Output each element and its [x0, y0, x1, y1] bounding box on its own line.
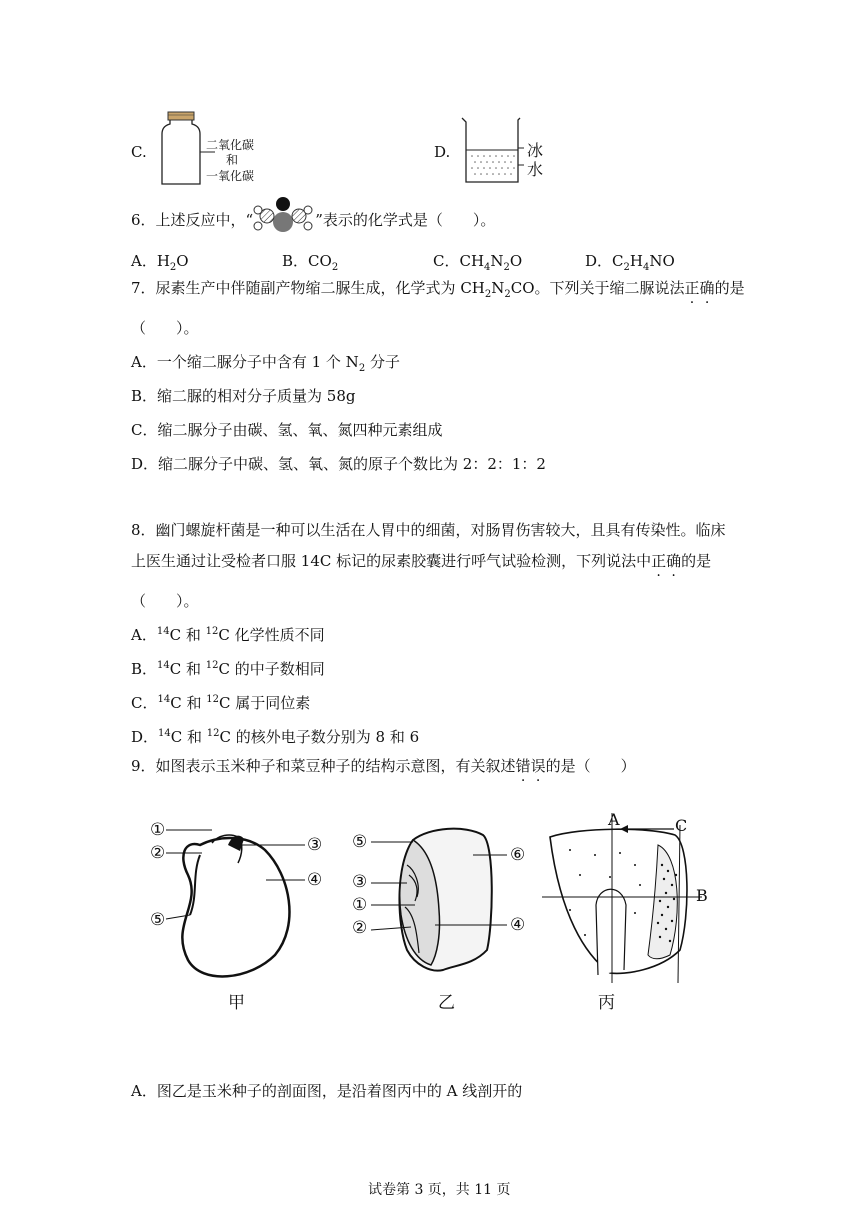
q7-option-c: C．缩二脲分子由碳、氢、氧、氮四种元素组成: [131, 421, 443, 439]
yi-label-6: ⑥: [510, 845, 526, 865]
q8-stem-line2: 上医生通过让受检者口服 14C 标记的尿素胶囊进行呼气试验检测，下列说法中正确的是: [131, 552, 712, 570]
q8-option-d: D．$^{14}$C 和 $^{12}$C 的核外电子数分别为 8 和 6: [131, 728, 420, 746]
beaker-label-water: 水: [527, 160, 544, 179]
q7-option-d: D．缩二脲分子中碳、氢、氧、氮的原子个数比为 2：2：1：2: [131, 455, 546, 473]
q6-option-b: B．$CO_2$: [282, 252, 339, 273]
bing-caption: 丙: [598, 993, 615, 1013]
yi-label-1: ①: [352, 895, 368, 915]
molecule-model-icon: [250, 196, 316, 240]
bing-label-a: A: [608, 810, 620, 829]
beaker-label-ice: 冰: [527, 141, 544, 160]
bing-label-c: C: [675, 816, 688, 835]
jia-label-1: ①: [150, 820, 166, 840]
yi-label-5: ⑤: [352, 832, 368, 852]
bottle-label-co2: 二氧化碳: [206, 138, 255, 152]
option-d-letter: D.: [434, 143, 451, 161]
jia-label-4: ④: [307, 870, 323, 890]
q8-option-a: A．$^{14}$C 和 $^{12}$C 化学性质不同: [131, 626, 325, 644]
q7-option-b: B．缩二脲的相对分子质量为 58g: [131, 387, 356, 405]
yi-caption: 乙: [438, 993, 455, 1013]
bing-label-b: B: [696, 886, 708, 905]
q6-option-a: A．$H_2O$: [131, 252, 189, 273]
q8-option-c: C．$^{14}$C 和 $^{12}$C 属于同位素: [131, 694, 311, 712]
q8-option-b: B．$^{14}$C 和 $^{12}$C 的中子数相同: [131, 660, 325, 678]
jia-label-3: ③: [307, 835, 323, 855]
q7-paren: （ ）。: [131, 319, 199, 337]
q9-stem: 9．如图表示玉米种子和菜豆种子的结构示意图，有关叙述错误的是（ ）: [131, 757, 636, 775]
yi-label-3: ③: [352, 872, 368, 892]
jia-caption: 甲: [228, 993, 245, 1013]
option-c-letter: C.: [131, 143, 147, 161]
q9-option-a: A．图乙是玉米种子的剖面图，是沿着图丙中的 A 线剖开的: [131, 1082, 523, 1100]
q6-option-d: D．$C_2H_4NO$: [585, 252, 675, 273]
q8-paren: （ ）。: [131, 592, 199, 610]
page-footer: 试卷第 3 页，共 11 页: [368, 1182, 511, 1198]
jia-label-5: ⑤: [150, 910, 166, 930]
q7-option-a: A．一个缩二脲分子中含有 1 个 $N_2$ 分子: [131, 353, 400, 374]
q7-stem: 7．尿素生产中伴随副产物缩二脲生成，化学式为 $CH_2N_2CO$。下列关于缩二脲说法正确的是: [131, 279, 745, 300]
bottle-label-co: 一氧化碳: [206, 169, 255, 183]
yi-label-4: ④: [510, 915, 526, 935]
yi-label-2: ②: [352, 918, 368, 938]
corn-seed-figure-bing: [540, 805, 720, 985]
jia-label-2: ②: [150, 843, 166, 863]
q6-stem: 6．上述反应中，“ ”表示的化学式是（ ）。: [131, 211, 496, 229]
q8-stem-line1: 8．幽门螺旋杆菌是一种可以生活在人胃中的细菌，对肠胃伤害较大，且具有传染性。临床: [131, 521, 726, 539]
q6-option-c: C．$CH_4N_2O$: [433, 252, 523, 273]
corn-seed-figure-yi: [345, 815, 535, 990]
bottle-label-and: 和: [226, 153, 239, 167]
